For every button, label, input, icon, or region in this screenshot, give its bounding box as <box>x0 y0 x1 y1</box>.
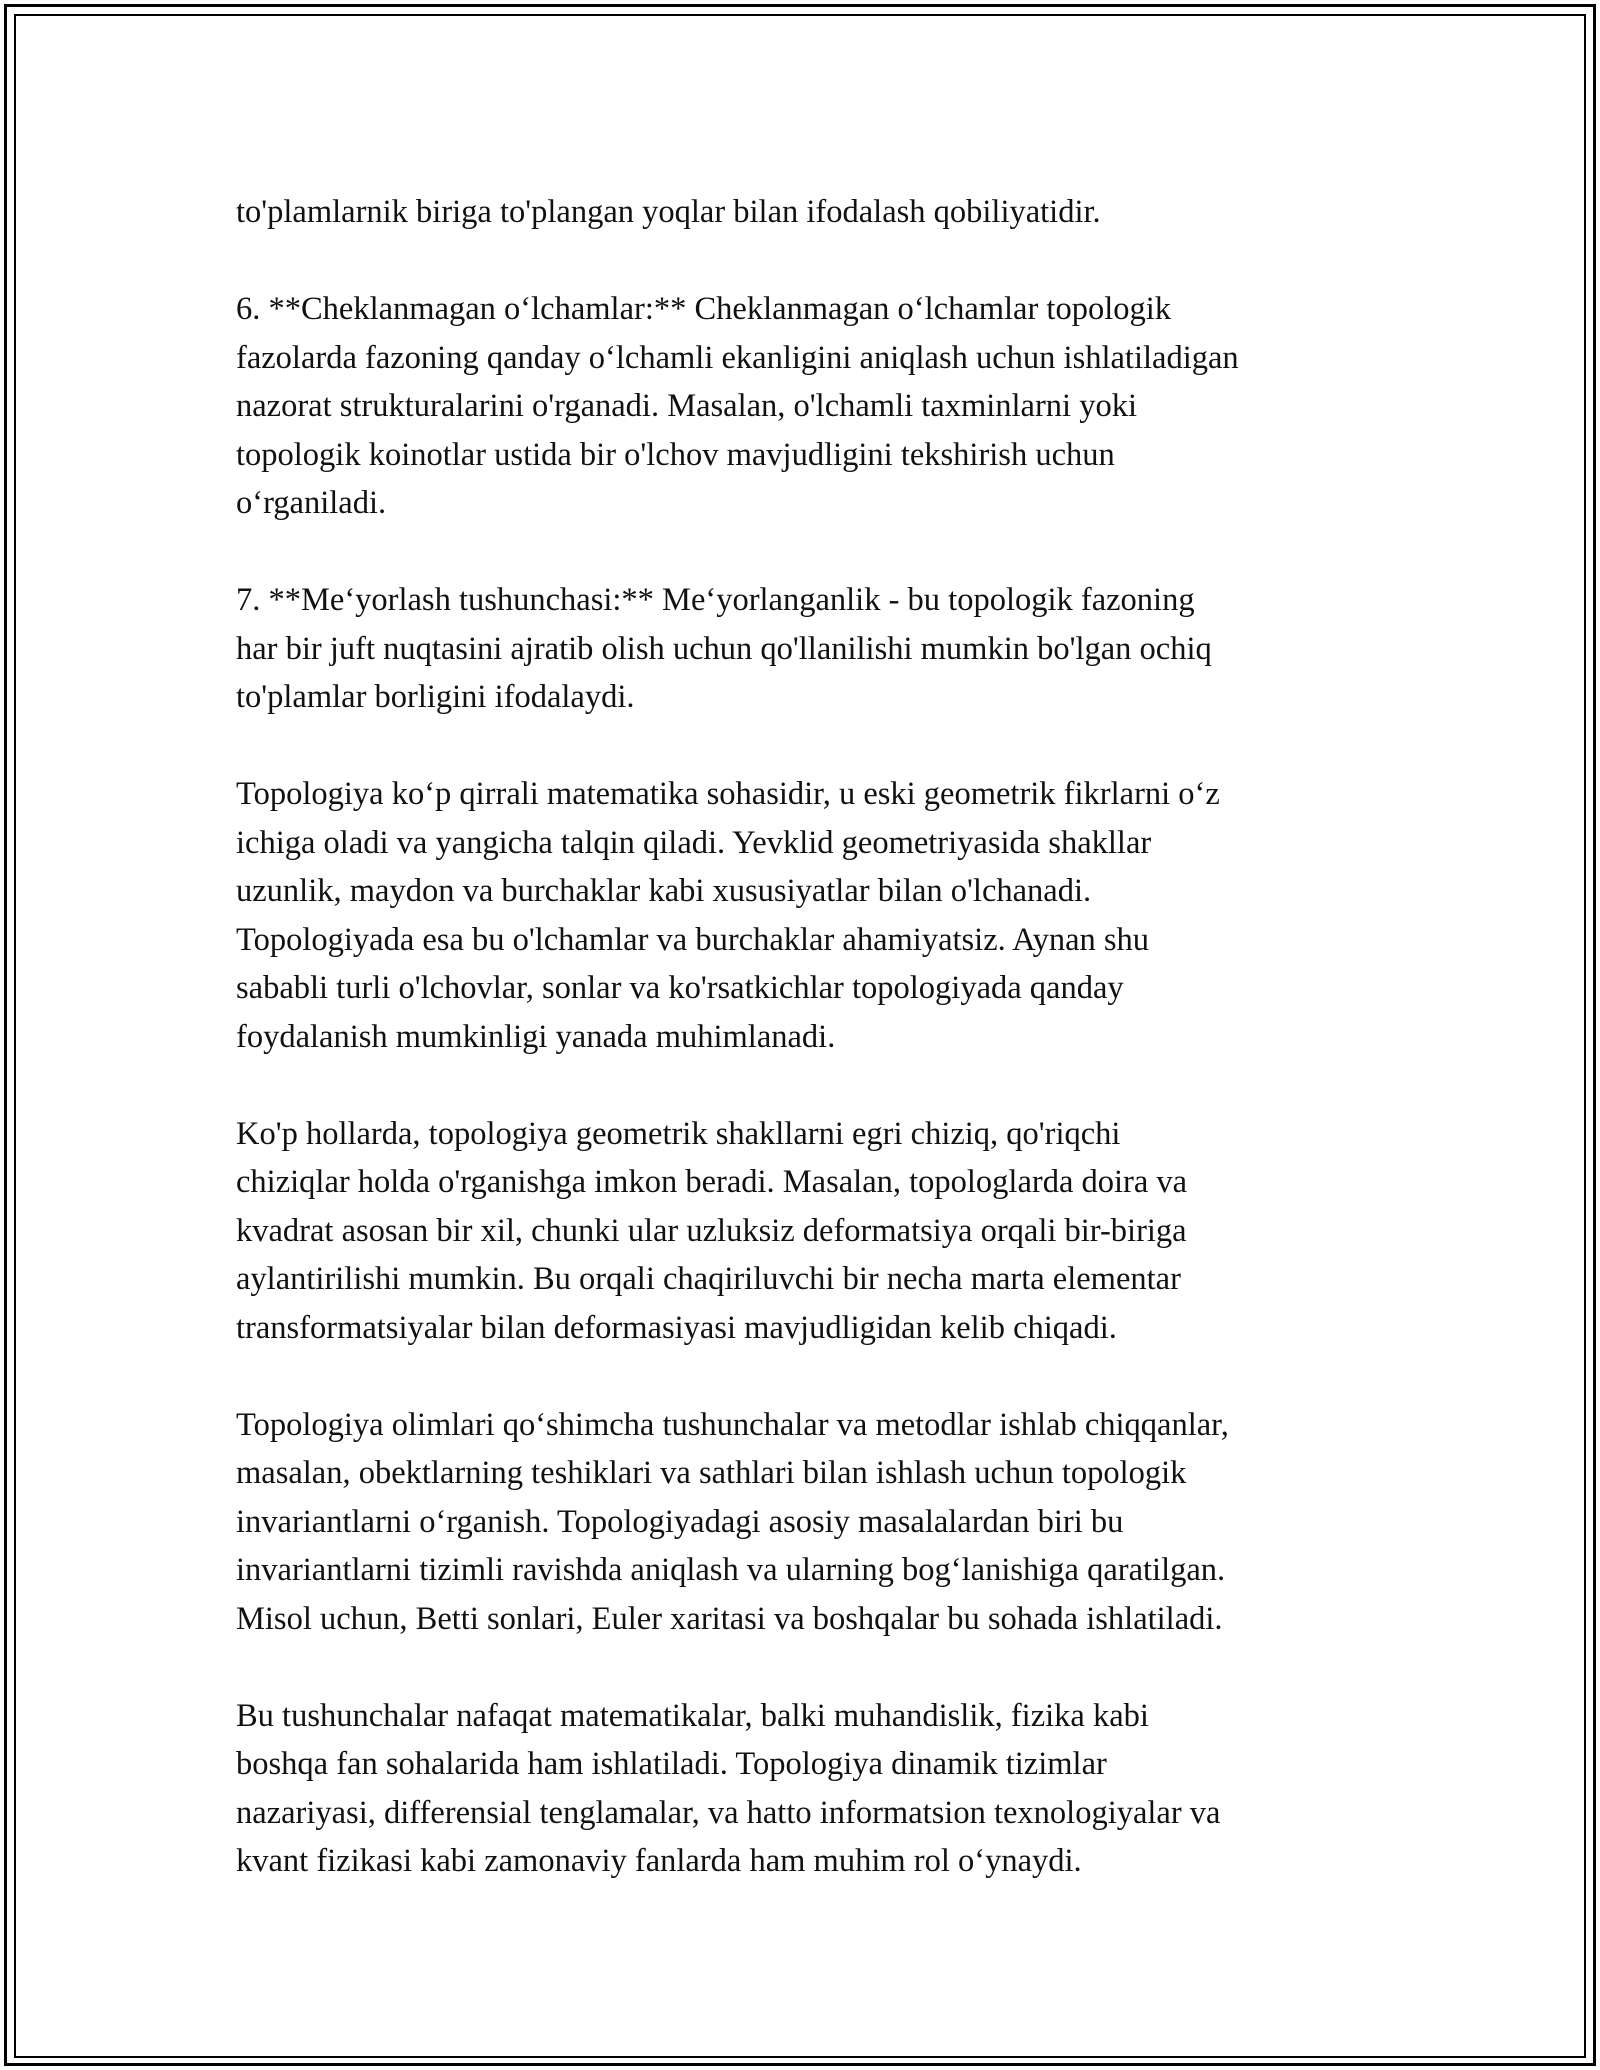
paragraph-deformation: Ko'p hollarda, topologiya geometrik shakllarni egri chiziq, qo'riqchi chiziqlar holda o'rganishga imkon beradi. Masalan, topologlarda doira va kvadrat asosan bir xil, chunki ular uzluksiz deformatsiya orqali bir-biriga aylantirilishi mumkin. Bu orqali chaqiriluvchi bir necha marta elementar transformatsiyalar bilan deformasiyasi mavjudligidan kelib chiqadi. <box>236 1115 1188 1346</box>
paragraph-item-6: 6. **Cheklanmagan o‘lchamlar:** Cheklanmagan o‘lchamlar topologik fazolarda fazoning qanday o‘lchamli ekanligini aniqlash uchun ishlatiladigan nazorat strukturalarini o'rganadi. Masalan, o'lchamli taxminlarni yoki topologik koinotlar ustida bir o'lchov mavjudligini tekshirish uchun o‘rganiladi. <box>236 291 1239 521</box>
document-body <box>236 188 1386 1886</box>
paragraph-item-7: 7. **Me‘yorlash tushunchasi:** Me‘yorlanganlik - bu topologik fazoning har bir juft nuqtasini ajratib olish uchun qo'llanilishi mumkin bo'lgan ochiq to'plamlar borligini ifodalaydi. <box>236 582 1212 715</box>
paragraph-continuation: to'plamlarnik biriga to'plangan yoqlar bilan ifodalash qobiliyatidir. <box>236 194 1101 230</box>
paragraph-applications: Bu tushunchalar nafaqat matematikalar, balki muhandislik, fizika kabi boshqa fan sohalarida ham ishlatiladi. Topologiya dinamik tizimlar nazariyasi, differensial tenglamalar, va hatto informatsion texnologiyalar va kvant fizikasi kabi zamonaviy fanlarda ham muhim rol o‘ynaydi. <box>236 1697 1221 1879</box>
paragraph-topology-overview: Topologiya ko‘p qirrali matematika sohasidir, u eski geometrik fikrlarni o‘z ichiga oladi va yangicha talqin qiladi. Yevklid geometriyasida shakllar uzunlik, maydon va burchaklar kabi xususiyatlar bilan o'lchanadi. Topologiyada esa bu o'lchamlar va burchaklar ahamiyatsiz. Aynan shu sababli turli o'lchovlar, sonlar va ko'rsatkichlar topologiyada qanday foydalanish mumkinligi yanada muhimlanadi. <box>236 776 1220 1055</box>
paragraph-invariants: Topologiya olimlari qo‘shimcha tushunchalar va metodlar ishlab chiqqanlar, masalan, obektlarning teshiklari va sathlari bilan ishlash uchun topologik invariantlarni o‘rganish. Topologiyadagi asosiy masalalardan biri bu invariantlarni tizimli ravishda aniqlash va ularning bog‘lanishiga qaratilgan. Misol uchun, Betti sonlari, Euler xaritasi va boshqalar bu sohada ishlatiladi. <box>236 1406 1229 1637</box>
